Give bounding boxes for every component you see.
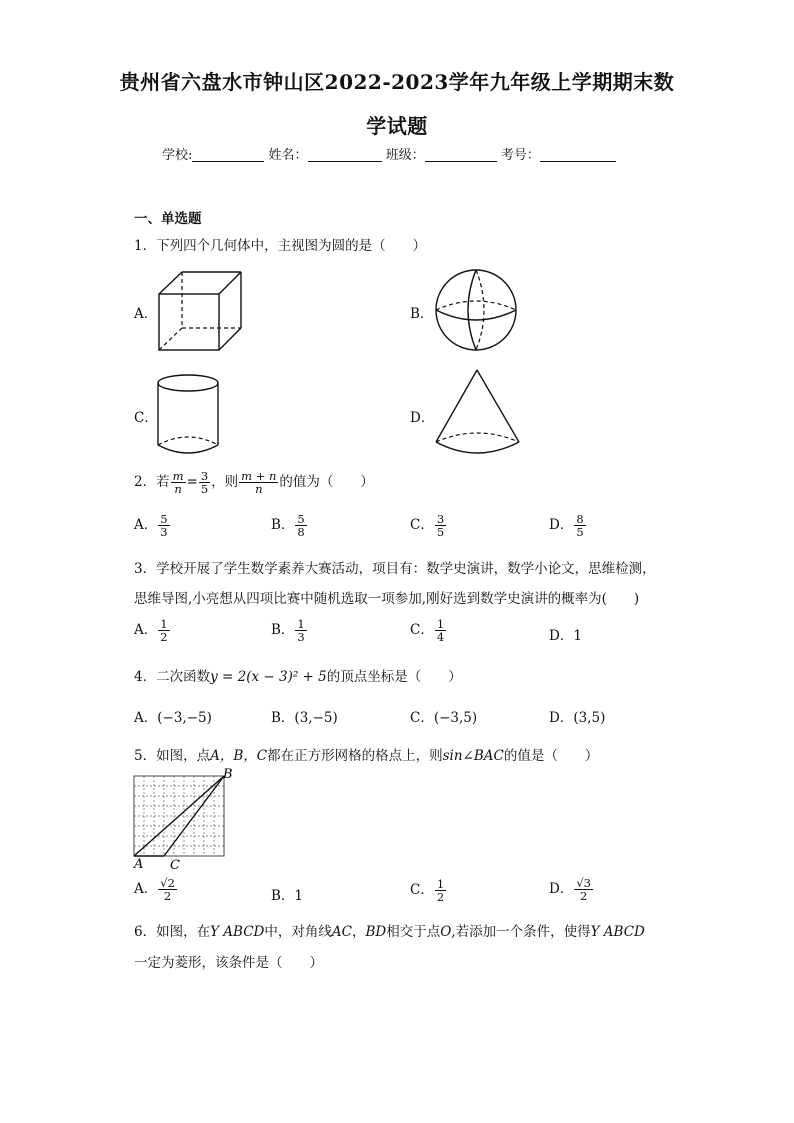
q3-d-label: D． xyxy=(549,628,574,644)
q3-a-label: A． xyxy=(134,622,158,638)
q2-mid: ，则 xyxy=(211,474,239,490)
class-label: 班级： xyxy=(385,148,425,163)
question-2-stem xyxy=(134,470,374,495)
q2-fraction-3-over-5 xyxy=(199,470,210,495)
q3-a-den: 2 xyxy=(160,630,168,644)
q4-option-b xyxy=(271,706,338,726)
q3-c-den: 4 xyxy=(436,630,445,644)
q3-option-a xyxy=(134,618,171,643)
q6-diagonal-ac: AC xyxy=(331,924,352,940)
sphere-icon xyxy=(434,268,524,353)
q5-b-value: 1 xyxy=(294,888,304,904)
q3-option-c xyxy=(410,618,447,643)
page-title-line1: 贵州省六盘水市钟山区2022-2023学年九年级上学期期末数 xyxy=(119,70,675,94)
q2-f3-num: m + n xyxy=(241,469,277,483)
q4-b-label: B． xyxy=(271,710,295,726)
q2-d-fraction xyxy=(574,513,585,538)
q4-option-d xyxy=(549,706,605,726)
q5-c-den: 2 xyxy=(436,890,445,904)
q5-stem-a: 5．如图，点 xyxy=(134,748,211,764)
q5-option-a xyxy=(134,877,178,902)
q3-b-label: B． xyxy=(271,622,295,638)
q2-c-fraction xyxy=(435,513,446,538)
q2-f3-den: n xyxy=(255,482,263,496)
question-3-line1: 3．学校开展了学生数学素养大赛活动，项目有：数学史演讲，数学小论文，思维检测， xyxy=(134,561,656,577)
q3-c-num: 1 xyxy=(436,617,445,631)
q4-c-value: (−3,5) xyxy=(433,710,478,726)
q3-option-b xyxy=(271,618,308,643)
exam-number-blank xyxy=(540,147,616,162)
q5-d-den: 2 xyxy=(579,889,588,903)
q5-c-fraction xyxy=(435,878,446,903)
q5-a-num: √2 xyxy=(160,876,175,890)
q5-expr: sin∠BAC xyxy=(442,748,504,764)
cylinder-icon xyxy=(155,373,225,458)
q2-b-fraction xyxy=(295,513,306,538)
q2-f1-num: m xyxy=(172,469,184,483)
q5-option-d xyxy=(549,877,594,902)
q2-prefix: 2．若 xyxy=(134,474,170,490)
q4-prefix: 4．二次函数 xyxy=(134,669,211,685)
q6-point-o: O xyxy=(440,924,452,940)
q2-option-d xyxy=(549,513,587,538)
point-b-label: B xyxy=(223,767,233,782)
cone-icon xyxy=(434,368,524,458)
cube-icon xyxy=(155,268,245,353)
name-blank xyxy=(308,147,382,162)
q5-option-b xyxy=(271,884,303,904)
q2-fraction-mn-over-n xyxy=(239,470,278,495)
q6-parallelogram-2: Y ABCD xyxy=(590,924,645,940)
q3-a-num: 1 xyxy=(160,617,168,631)
q4-d-value: (3,5) xyxy=(573,710,606,726)
q2-option-c xyxy=(410,513,447,538)
q5-b-label: B． xyxy=(271,888,295,904)
q2-a-label: A． xyxy=(134,517,158,533)
q2-a-fraction xyxy=(158,513,169,538)
q4-suffix: 的顶点坐标是（ ） xyxy=(326,669,462,685)
question-4-stem xyxy=(134,665,462,685)
question-6-line1 xyxy=(134,920,645,940)
question-1-stem: 1．下列四个几何体中，主视图为圆的是（ ） xyxy=(134,238,427,254)
q6-text-c: ， xyxy=(351,924,366,940)
q4-option-c xyxy=(410,706,477,726)
q2-b-label: B． xyxy=(271,517,295,533)
q6-text-a: 6．如图，在 xyxy=(134,924,211,940)
q4-c-label: C． xyxy=(410,710,434,726)
q2-b-num: 5 xyxy=(297,512,305,526)
q6-text-e: ,若添加一个条件，使得 xyxy=(451,924,591,940)
q3-c-label: C． xyxy=(410,622,434,638)
q3-option-d xyxy=(549,624,582,644)
q2-c-den: 5 xyxy=(436,525,445,539)
q2-c-label: C． xyxy=(410,517,434,533)
q3-b-num: 1 xyxy=(297,617,305,631)
q2-fraction-m-over-n xyxy=(171,470,186,495)
q6-text-d: 相交于点 xyxy=(386,924,441,940)
q2-f2-den: 5 xyxy=(200,482,209,496)
name-label: 姓名： xyxy=(268,148,308,163)
q5-option-c xyxy=(410,878,447,903)
q2-d-label: D． xyxy=(549,517,574,533)
q4-d-label: D． xyxy=(549,710,574,726)
q4-b-value: (3,−5) xyxy=(294,710,338,726)
q2-f2-num: 3 xyxy=(200,469,209,483)
q3-d-value: 1 xyxy=(573,628,582,644)
q6-text-b: 中，对角线 xyxy=(264,924,332,940)
q5-a-den: 2 xyxy=(163,889,172,903)
q4-a-value: (−3,−5) xyxy=(157,710,212,726)
q2-a-num: 5 xyxy=(160,512,168,526)
q5-d-fraction xyxy=(574,877,593,902)
q6-parallelogram-1: Y ABCD xyxy=(210,924,265,940)
student-info-row xyxy=(162,144,616,163)
q5-points: A，B，C xyxy=(210,748,268,764)
page-title-line2: 学试题 xyxy=(366,114,428,138)
q5-stem-c: 的值是（ ） xyxy=(503,748,599,764)
q6-diagonal-bd: BD xyxy=(365,924,387,940)
school-blank xyxy=(192,147,264,162)
q3-c-fraction xyxy=(435,618,446,643)
q5-c-num: 1 xyxy=(436,877,445,891)
q2-a-den: 3 xyxy=(160,525,168,539)
q2-f1-den: n xyxy=(174,482,182,496)
q2-d-den: 5 xyxy=(576,525,584,539)
q5-d-label: D． xyxy=(549,881,574,897)
q5-grid-figure xyxy=(130,768,240,874)
q5-a-label: A． xyxy=(134,881,158,897)
q2-suffix: 的值为（ ） xyxy=(279,474,374,490)
q1-option-b-label: B． xyxy=(410,306,434,322)
q3-a-fraction xyxy=(158,618,169,643)
point-a-label: A xyxy=(134,857,144,872)
q3-b-fraction xyxy=(295,618,306,643)
q2-option-a xyxy=(134,513,171,538)
q2-d-num: 8 xyxy=(576,512,584,526)
school-label: 学校: xyxy=(162,148,193,163)
q5-stem-b: 都在正方形网格的格点上，则 xyxy=(267,748,443,764)
exam-number-label: 考号： xyxy=(500,148,540,163)
q2-c-num: 3 xyxy=(436,512,445,526)
q2-b-den: 8 xyxy=(297,525,305,539)
q5-c-label: C． xyxy=(410,882,434,898)
q5-d-num: √3 xyxy=(576,876,591,890)
q4-formula: y = 2(x − 3)² + 5 xyxy=(210,669,327,685)
question-5-stem xyxy=(134,744,598,764)
q2-option-b xyxy=(271,513,308,538)
q3-b-den: 3 xyxy=(297,630,305,644)
q1-option-c-label: C． xyxy=(134,410,158,426)
q5-a-fraction xyxy=(158,877,177,902)
section-title: 一、单选题 xyxy=(134,211,202,227)
question-6-line2: 一定为菱形，该条件是（ ） xyxy=(134,955,323,971)
q4-option-a xyxy=(134,706,212,726)
q2-equals: = xyxy=(186,474,198,490)
question-3-line2: 思维导图,小亮想从四项比赛中随机选取一项参加,刚好选到数学史演讲的概率为( ) xyxy=(134,591,640,607)
q1-option-a-label: A． xyxy=(134,306,158,322)
class-blank xyxy=(425,147,497,162)
q1-option-d-label: D． xyxy=(410,410,435,426)
point-c-label: C xyxy=(170,858,180,873)
q4-a-label: A． xyxy=(134,710,158,726)
